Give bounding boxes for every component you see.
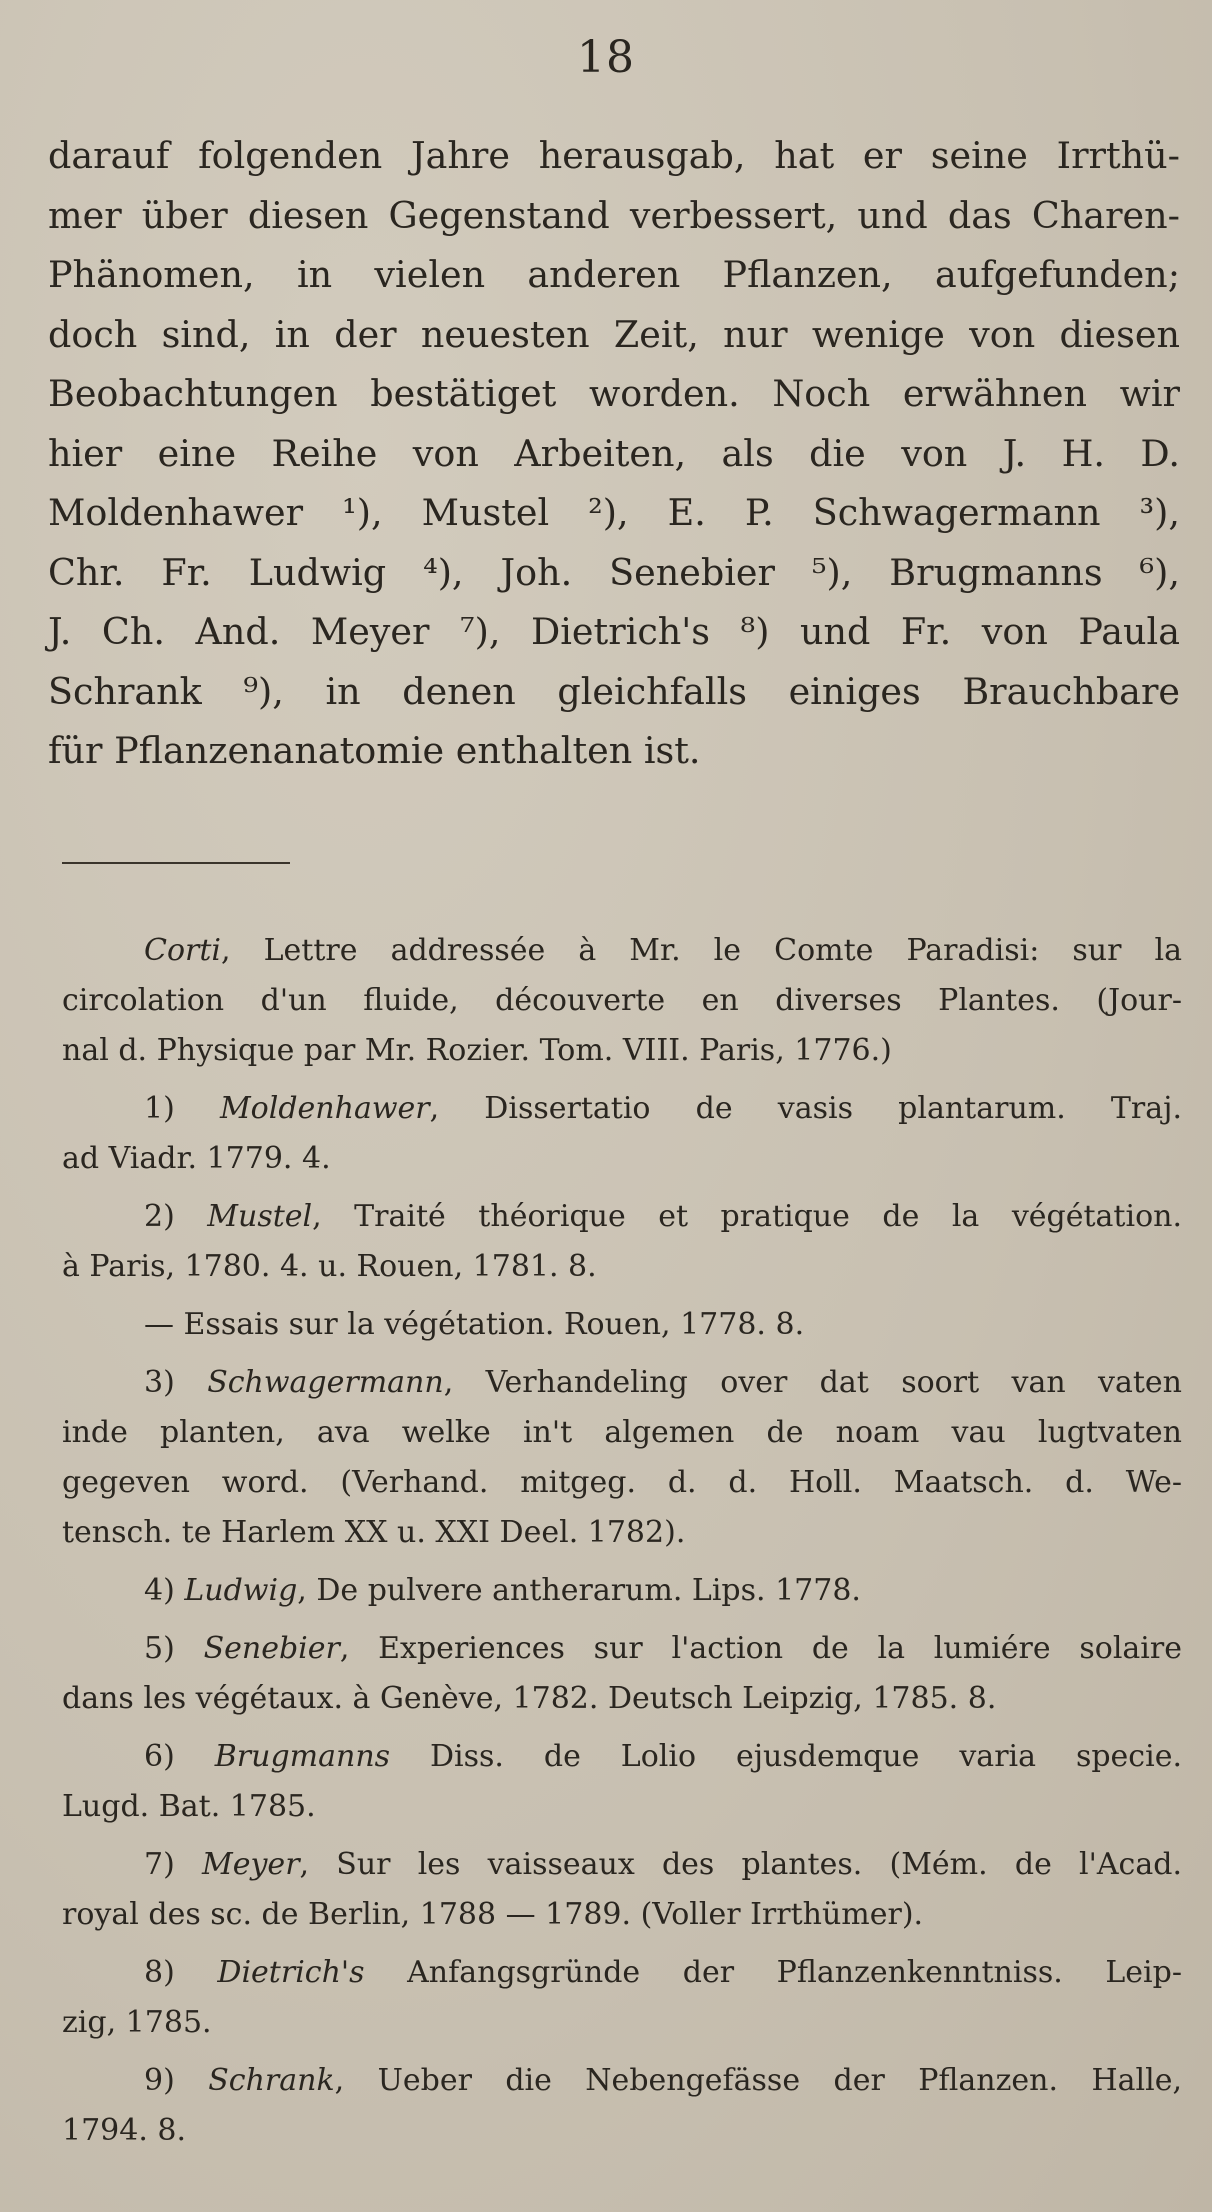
footnotes [62, 926, 1182, 2164]
footnote-line [62, 1890, 1182, 1940]
footnote-text: , De pulvere antherarum. Lips. 1778. [297, 1573, 861, 1608]
footnote-line [62, 1134, 1182, 1184]
footnote-line [62, 976, 1182, 1026]
footnote-line [62, 2106, 1182, 2156]
footnote-author: Ludwig [184, 1573, 298, 1608]
footnote-marker: 2) [144, 1199, 175, 1234]
footnote-line [62, 1624, 1182, 1674]
footnote-line [62, 1674, 1182, 1724]
footnote-author: Mustel [207, 1199, 313, 1234]
footnote-text: à Paris, 1780. 4. u. Rouen, 1781. 8. [62, 1249, 597, 1284]
footnote [62, 1566, 1182, 1616]
footnote-text: , Sur les vaisseaux des plantes. (Mém. de l'Acad. [299, 1847, 1182, 1882]
body-line: J. Ch. And. Meyer ⁷), Dietrich's ⁸) und Fr. von Paula [48, 610, 1180, 653]
footnote-author: Brugmanns [214, 1739, 391, 1774]
footnote [62, 1300, 1182, 1350]
footnote-line [62, 1782, 1182, 1832]
footnote-marker: 3) [144, 1365, 175, 1400]
footnote-text: , Lettre addressée à Mr. le Comte Paradisi: sur la [221, 933, 1182, 968]
body-line: Chr. Fr. Ludwig ⁴), Joh. Senebier ⁵), Brugmanns ⁶), [48, 550, 1180, 594]
footnote-text: — Essais sur la végétation. Rouen, 1778. 8. [144, 1307, 805, 1342]
footnote [62, 926, 1182, 1076]
footnote-line [62, 1732, 1182, 1782]
footnote-author: Meyer [202, 1847, 300, 1882]
footnote-line [62, 1948, 1182, 1998]
body-line: mer über diesen Gegenstand verbessert, und das Charen- [48, 193, 1180, 237]
footnote-marker: 4) [144, 1573, 175, 1608]
footnote-author: Corti [144, 933, 222, 968]
footnote [62, 2056, 1182, 2156]
footnote-text: inde planten, ava welke in't algemen de noam vau lugtvaten [62, 1415, 1182, 1450]
footnote-line [62, 1358, 1182, 1408]
footnote-text: royal des sc. de Berlin, 1788 — 1789. (Voller Irrthümer). [62, 1897, 924, 1932]
footnote-marker: 6) [144, 1739, 175, 1774]
page-number: 18 [577, 32, 635, 83]
footnote-text: dans les végétaux. à Genève, 1782. Deutsch Leipzig, 1785. 8. [62, 1681, 997, 1716]
footnote-text: Lugd. Bat. 1785. [62, 1789, 316, 1824]
footnote-text: , Experiences sur l'action de la lumiére solaire [339, 1631, 1182, 1666]
footnote-line [62, 1192, 1182, 1242]
body-line: hier eine Reihe von Arbeiten, als die von J. H. D. [48, 431, 1180, 475]
footnote-text: zig, 1785. [62, 2005, 212, 2040]
footnote-divider [62, 862, 290, 864]
footnote-text: Anfangsgründe der Pflanzenkenntniss. Leip- [364, 1955, 1182, 1990]
footnote-text: , Verhandeling over dat soort van vaten [443, 1365, 1182, 1400]
footnote-text: , Dissertatio de vasis plantarum. Traj. [429, 1091, 1182, 1126]
footnote [62, 1840, 1182, 1940]
footnote-text: circolation d'un fluide, découverte en diverses Plantes. (Jour- [62, 983, 1182, 1018]
footnote-line [62, 1508, 1182, 1558]
footnote-line [62, 1408, 1182, 1458]
footnote-marker: 5) [144, 1631, 175, 1666]
footnote-line [62, 1026, 1182, 1076]
footnote-text: nal d. Physique par Mr. Rozier. Tom. VIII. Paris, 1776.) [62, 1033, 892, 1068]
body-line: darauf folgenden Jahre herausgab, hat er seine Irrthü- [48, 134, 1180, 177]
footnote-line [62, 1998, 1182, 2048]
footnote-line [62, 1566, 1182, 1616]
footnote-author: Schrank [208, 2063, 335, 2098]
footnote-text: , Traité théorique et pratique de la végétation. [312, 1199, 1182, 1234]
footnote-line [62, 926, 1182, 976]
body-line: Moldenhawer ¹), Mustel ²), E. P. Schwagermann ³), [48, 491, 1180, 534]
footnote-text: , Ueber die Nebengefässe der Pflanzen. Halle, [334, 2063, 1182, 2098]
footnote-line [62, 1300, 1182, 1350]
footnote [62, 1084, 1182, 1184]
footnote-author: Moldenhawer [219, 1091, 430, 1126]
footnote-marker: 1) [144, 1091, 175, 1126]
footnote-author: Dietrich's [217, 1955, 365, 1990]
body-paragraph [48, 126, 1180, 781]
body-line: Beobachtungen bestätiget worden. Noch erwähnen wir [48, 372, 1180, 415]
footnote-line [62, 1458, 1182, 1508]
footnote [62, 1732, 1182, 1832]
footnote [62, 1624, 1182, 1724]
footnote-line [62, 1084, 1182, 1134]
body-line: für Pflanzenanatomie enthalten ist. [48, 729, 701, 772]
footnote-marker: 8) [144, 1955, 175, 1990]
footnote-text: 1794. 8. [62, 2113, 187, 2148]
footnote [62, 1358, 1182, 1558]
footnote-text: gegeven word. (Verhand. mitgeg. d. d. Holl. Maatsch. d. We- [62, 1465, 1182, 1500]
footnote-marker: 9) [144, 2063, 175, 2098]
footnote-text: ad Viadr. 1779. 4. [62, 1141, 331, 1176]
footnote-author: Senebier [203, 1631, 340, 1666]
footnote [62, 1948, 1182, 2048]
footnote-line [62, 1242, 1182, 1292]
footnote-marker: 7) [144, 1847, 175, 1882]
footnote-text: Diss. de Lolio ejusdemque varia specie. [390, 1739, 1182, 1774]
footnote-line [62, 2056, 1182, 2106]
body-line: Phänomen, in vielen anderen Pflanzen, aufgefunden; [48, 253, 1180, 296]
footnote [62, 1192, 1182, 1292]
body-line: doch sind, in der neuesten Zeit, nur wenige von diesen [48, 312, 1180, 356]
footnote-text: tensch. te Harlem XX u. XXI Deel. 1782). [62, 1515, 686, 1550]
footnote-author: Schwagermann [207, 1365, 444, 1400]
footnote-line [62, 1840, 1182, 1890]
body-line: Schrank ⁹), in denen gleichfalls einiges Brauchbare [48, 669, 1180, 713]
